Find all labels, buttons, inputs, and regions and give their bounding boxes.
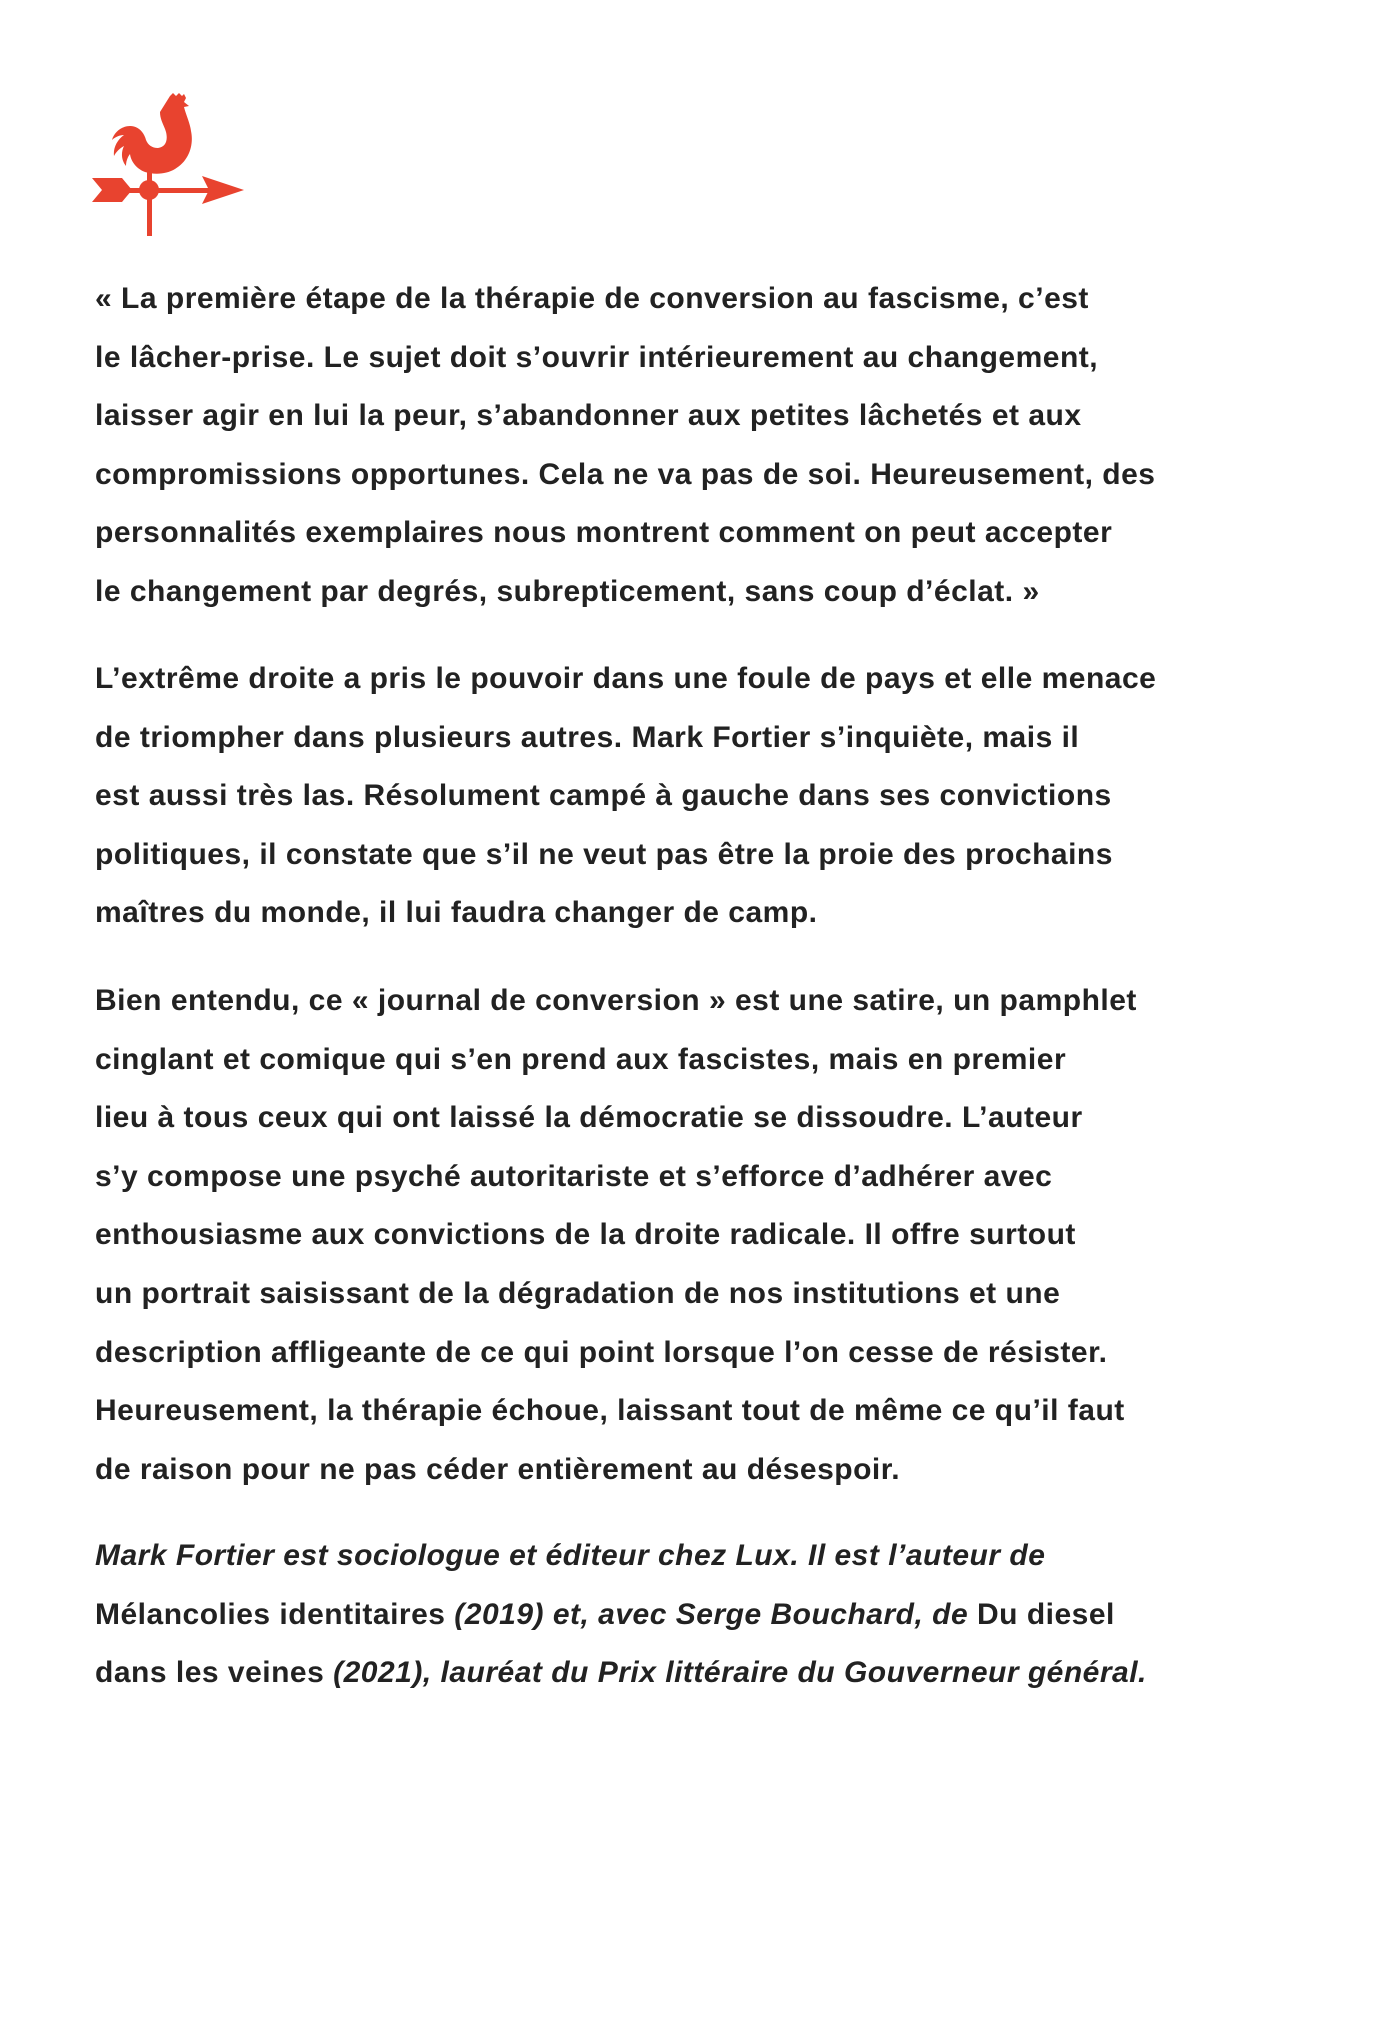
weathervane-rooster-logo bbox=[92, 92, 244, 238]
text-line: laisser agir en lui la peur, s’abandonner aux petites lâchetés et aux bbox=[95, 399, 1082, 433]
text-line: L’extrême droite a pris le pouvoir dans une foule de pays et elle menace bbox=[95, 662, 1157, 695]
book-title: Du diesel bbox=[977, 1597, 1115, 1631]
blurb-quote-paragraph bbox=[95, 270, 1155, 622]
author-bio bbox=[95, 1527, 1147, 1703]
bio-line: Mark Fortier est sociologue et éditeur chez Lux. Il est l’auteur de bbox=[95, 1539, 1046, 1572]
text-line: compromissions opportunes. Cela ne va pas de soi. Heureusement, des bbox=[95, 457, 1156, 491]
text-line: personnalités exemplaires nous montrent comment on peut accepter bbox=[95, 516, 1113, 550]
text-line: lieu à tous ceux qui ont laissé la démocratie se dissoudre. L’auteur bbox=[95, 1101, 1083, 1135]
bio-text: (2021), lauréat du Prix littéraire du Gouverneur général. bbox=[324, 1656, 1147, 1690]
book-title: Mélancolies identitaires bbox=[95, 1597, 446, 1631]
text-line: maîtres du monde, il lui faudra changer de camp. bbox=[95, 896, 818, 930]
text-line: de triompher dans plusieurs autres. Mark Fortier s’inquiète, mais il bbox=[95, 720, 1080, 754]
bio-line bbox=[95, 1586, 1147, 1645]
blurb-paragraph-2 bbox=[95, 650, 1156, 943]
bio-line bbox=[95, 1644, 1147, 1703]
blurb-paragraph-3 bbox=[95, 972, 1137, 1499]
text-line: un portrait saisissant de la dégradation de nos institutions et une bbox=[95, 1276, 1061, 1310]
text-line: est aussi très las. Résolument campé à gauche dans ses convictions bbox=[95, 779, 1112, 813]
text-line: s’y compose une psyché autoritariste et s’efforce d’adhérer avec bbox=[95, 1159, 1053, 1193]
bio-text: (2019) et, avec Serge Bouchard, de bbox=[445, 1597, 977, 1631]
book-title: dans les veines bbox=[95, 1656, 325, 1690]
text-line: de raison pour ne pas céder entièrement au désespoir. bbox=[95, 1452, 901, 1486]
text-line: le changement par degrés, subrepticement, sans coup d’éclat. » bbox=[95, 574, 1040, 608]
text-line: cinglant et comique qui s’en prend aux fascistes, mais en premier bbox=[95, 1042, 1067, 1076]
text-line: enthousiasme aux convictions de la droite radicale. Il offre surtout bbox=[95, 1218, 1076, 1252]
text-line: le lâcher-prise. Le sujet doit s’ouvrir intérieurement au changement, bbox=[95, 340, 1099, 374]
text-line: Heureusement, la thérapie échoue, laissant tout de même ce qu’il faut bbox=[95, 1394, 1125, 1428]
text-line: Bien entendu, ce « journal de conversion » est une satire, un pamphlet bbox=[95, 984, 1137, 1017]
text-line: « La première étape de la thérapie de conversion au fascisme, c’est bbox=[95, 282, 1089, 315]
text-line: description affligeante de ce qui point lorsque l’on cesse de résister. bbox=[95, 1335, 1108, 1369]
text-line: politiques, il constate que s’il ne veut pas être la proie des prochains bbox=[95, 837, 1113, 871]
